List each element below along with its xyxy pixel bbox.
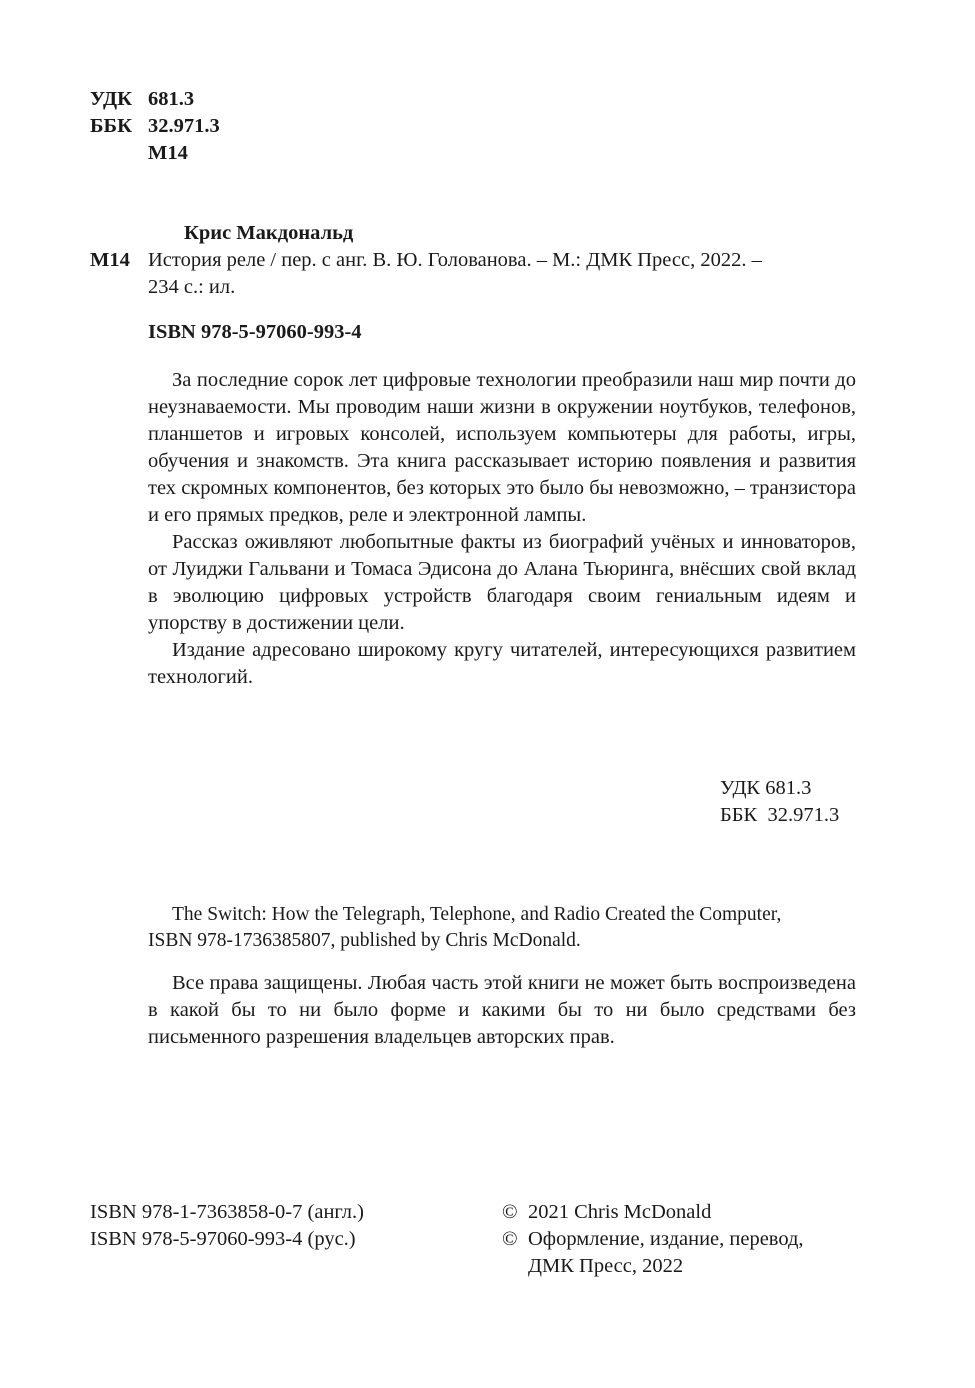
copyright-icon: © bbox=[502, 1228, 518, 1250]
description-line-2: 234 с.: ил. bbox=[148, 276, 236, 298]
rights-notice bbox=[148, 970, 856, 1051]
udk-value: 681.3 bbox=[148, 88, 195, 110]
abstract bbox=[148, 367, 856, 691]
udk-label: УДК bbox=[90, 88, 132, 110]
isbn-main: ISBN 978-5-97060-993-4 bbox=[148, 321, 362, 343]
rights-text: Все права защищены. Любая часть этой книги не может быть воспроизведена в какой бы то ни было форме и какими бы то ни было средствами без письменного разрешения владельцев авторских прав. bbox=[148, 972, 856, 1048]
abstract-paragraph-3: Издание адресовано широкому кругу читателей, интересующихся развитием технологий. bbox=[148, 639, 856, 688]
bbk-label: ББК bbox=[90, 115, 132, 137]
copyright-icon: © bbox=[502, 1201, 518, 1223]
udk-right: УДК 681.3 bbox=[720, 777, 812, 799]
abstract-paragraph-2: Рассказ оживляют любопытные факты из биографий учёных и инноваторов, от Луиджи Гальвани и Томаса Эдисона до Алана Тьюринга, внёсших свой вклад в эволюцию цифровых устройств благодаря своим гениальным идеям и упорству в достижении цели. bbox=[148, 531, 856, 634]
author-mark: М14 bbox=[148, 142, 188, 164]
record-mark: М14 bbox=[90, 249, 130, 271]
copyright-author: 2021 Chris McDonald bbox=[528, 1201, 712, 1223]
author-name: Крис Макдональд bbox=[184, 222, 354, 244]
description-line-1: История реле / пер. с анг. В. Ю. Голованова. – М.: ДМК Пресс, 2022. – bbox=[148, 249, 762, 271]
bbk-value: 32.971.3 bbox=[148, 115, 220, 137]
copyright-publisher-line-1: Оформление, издание, перевод, bbox=[528, 1228, 804, 1250]
copyright-publisher-line-2: ДМК Пресс, 2022 bbox=[528, 1255, 684, 1277]
isbn-russian: ISBN 978-5-97060-993-4 (рус.) bbox=[90, 1228, 356, 1250]
isbn-english: ISBN 978-1-7363858-0-7 (англ.) bbox=[90, 1201, 364, 1223]
original-line-2: ISBN 978-1736385807, published by Chris McDonald. bbox=[148, 930, 581, 951]
bbk-right: ББК 32.971.3 bbox=[720, 804, 840, 826]
original-line-1: The Switch: How the Telegraph, Telephone, and Radio Created the Computer, bbox=[172, 904, 782, 925]
abstract-paragraph-1: За последние сорок лет цифровые технологии преобразили наш мир почти до неузнаваемости. Мы проводим наши жизни в окружении ноутбуков, телефонов, планшетов и игровых консолей, используем компьютеры для работы, игры, обучения и знакомств. Эта книга рассказывает историю появления и развития тех скромных компонентов, без которых это было бы невозможно, – транзистора и его прямых предков, реле и электронной лампы. bbox=[148, 369, 856, 526]
